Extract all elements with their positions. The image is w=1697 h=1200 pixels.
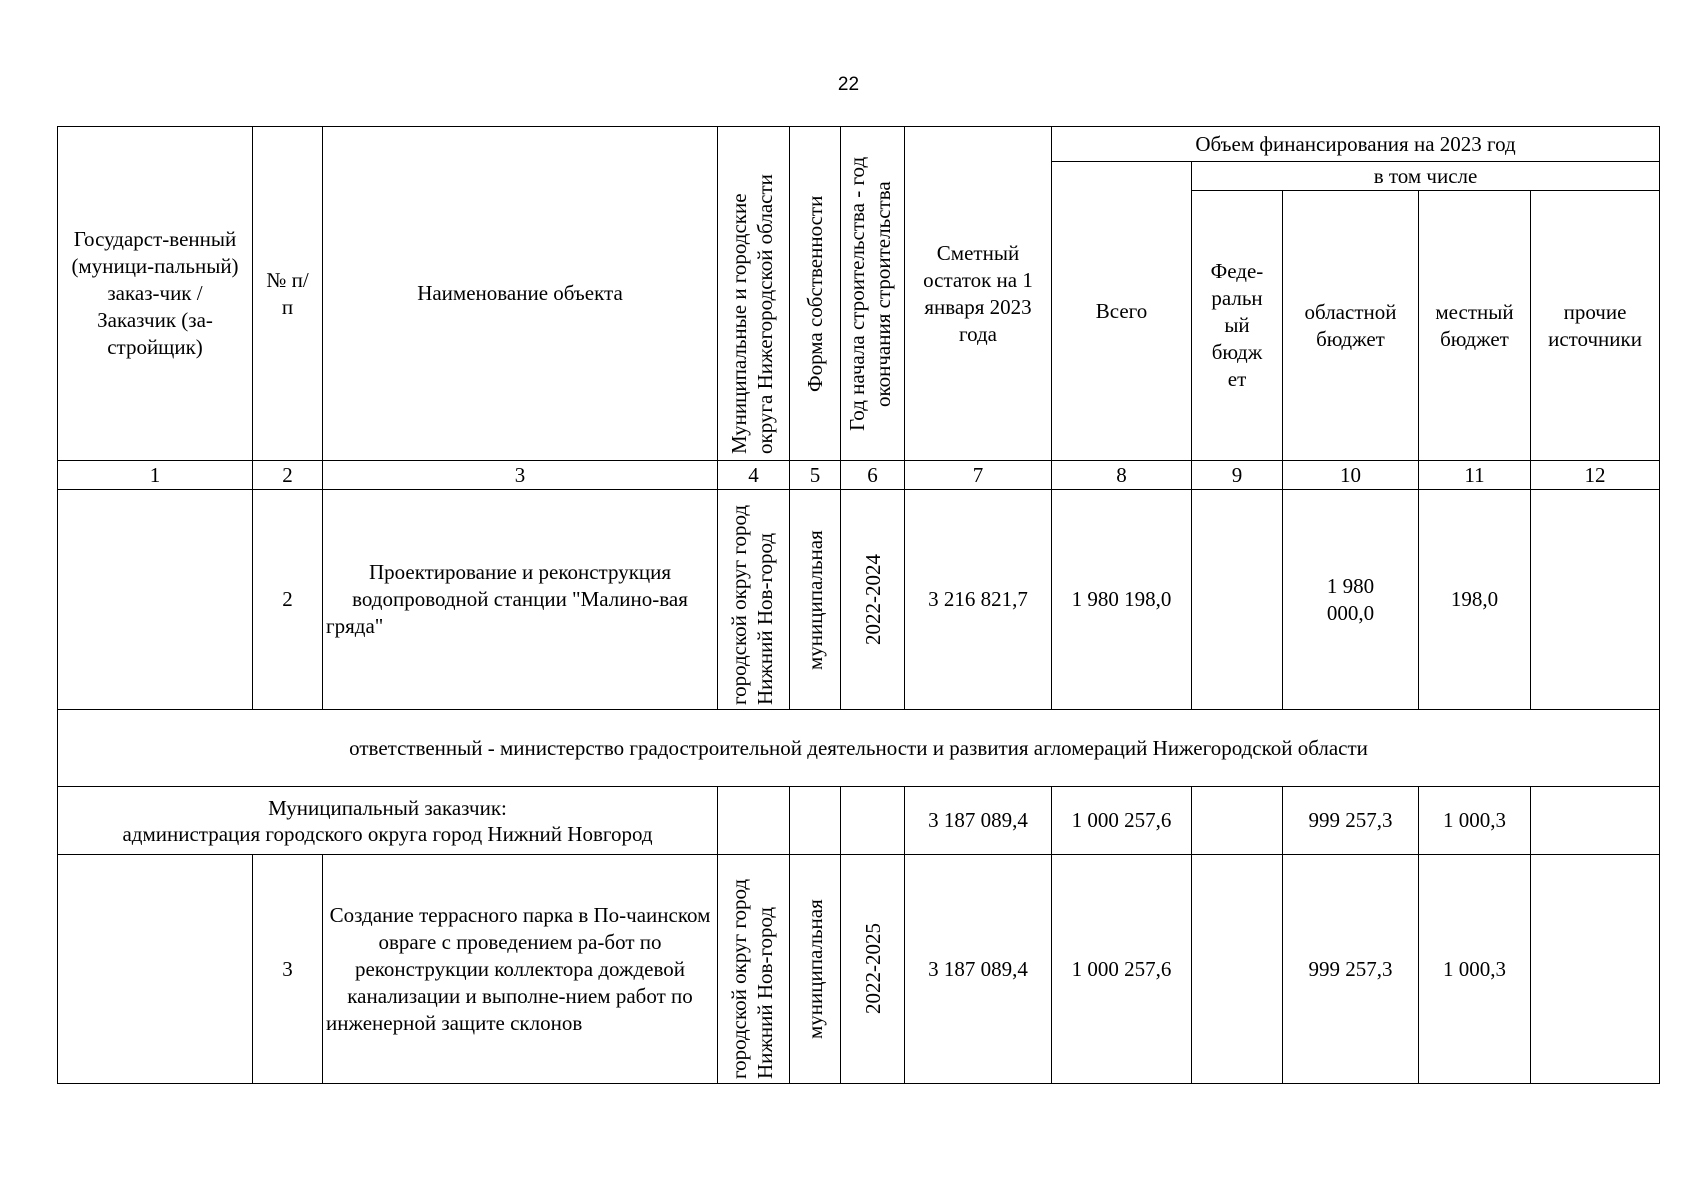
header-municipalities [718, 127, 790, 461]
col-number: 5 [790, 461, 841, 490]
header-customer: Государст-венный (муници-пальный) заказ-чик / Заказчик (за-стройщик) [58, 127, 253, 461]
row3-customer [58, 855, 253, 1084]
row1-local: 198,0 [1419, 490, 1531, 710]
customer-estimate: 3 187 089,4 [905, 787, 1052, 855]
customer-regional: 999 257,3 [1283, 787, 1419, 855]
customer-row [58, 787, 1660, 855]
row3-estimate: 3 187 089,4 [905, 855, 1052, 1084]
row1-total: 1 980 198,0 [1052, 490, 1192, 710]
header-years-text: Год начала строительства - год окончания строительства [845, 156, 895, 431]
col-number: 4 [718, 461, 790, 490]
header-ownership-text: Форма собственности [803, 195, 827, 392]
row3-ownership-text: муниципальная [803, 899, 827, 1039]
row1-municipality-text: городской округ город Нижний Нов-город [726, 504, 777, 705]
col-number: 10 [1283, 461, 1419, 490]
row1-num: 2 [253, 490, 323, 710]
col-number: 3 [323, 461, 718, 490]
customer-other [1531, 787, 1660, 855]
col-number: 2 [253, 461, 323, 490]
header-federal: Феде-ральн ый бюдж ет [1192, 191, 1283, 461]
row3-municipality [718, 855, 790, 1084]
col-number: 11 [1419, 461, 1531, 490]
row1-regional: 1 980 000,0 [1283, 490, 1419, 710]
customer-ownership [790, 787, 841, 855]
row3-other [1531, 855, 1660, 1084]
row3-federal [1192, 855, 1283, 1084]
header-estimate: Сметный остаток на 1 января 2023 года [905, 127, 1052, 461]
row1-federal [1192, 490, 1283, 710]
row3-object-name: Создание террасного парка в По-чаинском овраге с проведением ра-бот по реконструкции коллектора дождевой канализации и выполне-нием работ по инженерной защите склонов [323, 855, 718, 1084]
header-other: прочие источники [1531, 191, 1660, 461]
customer-years [841, 787, 905, 855]
table-row [58, 855, 1660, 1084]
row1-customer [58, 490, 253, 710]
customer-line1: Муниципальный заказчик: [268, 795, 507, 820]
header-total: Всего [1052, 162, 1192, 461]
customer-total: 1 000 257,6 [1052, 787, 1192, 855]
col-number: 8 [1052, 461, 1192, 490]
row1-estimate: 3 216 821,7 [905, 490, 1052, 710]
col-number: 12 [1531, 461, 1660, 490]
customer-line2: администрация городского округа город Нижний Новгород [122, 821, 653, 846]
header-regional: областной бюджет [1283, 191, 1419, 461]
row1-ownership-text: муниципальная [803, 529, 827, 670]
row3-municipality-text: городской округ город Нижний Нов-город [726, 878, 777, 1079]
header-municipalities-text: Муниципальные и городские округа Нижегородской области [726, 173, 777, 454]
row1-object-name: Проектирование и реконструкция водопроводной станции "Малино-вая гряда" [323, 490, 718, 710]
header-row-top [58, 127, 1660, 162]
row3-local: 1 000,3 [1419, 855, 1531, 1084]
col-number: 1 [58, 461, 253, 490]
header-years [841, 127, 905, 461]
header-object-name: Наименование объекта [323, 127, 718, 461]
header-including: в том числе [1192, 162, 1660, 191]
row3-years-text: 2022-2025 [860, 923, 885, 1015]
col-number: 7 [905, 461, 1052, 490]
header-num: № п/п [253, 127, 323, 461]
page-number: 22 [837, 74, 860, 95]
financing-table [57, 126, 1660, 1084]
column-numbers-row [58, 461, 1660, 490]
row1-other [1531, 490, 1660, 710]
row3-total: 1 000 257,6 [1052, 855, 1192, 1084]
row1-years-text: 2022-2024 [860, 554, 885, 645]
row3-regional: 999 257,3 [1283, 855, 1419, 1084]
responsible-text: ответственный - министерство градостроительной деятельности и развития агломераций Нижегородской области [58, 710, 1660, 787]
header-funding-title: Объем финансирования на 2023 год [1052, 127, 1660, 162]
row3-years [841, 855, 905, 1084]
responsible-row [58, 710, 1660, 787]
col-number: 9 [1192, 461, 1283, 490]
customer-local: 1 000,3 [1419, 787, 1531, 855]
header-ownership [790, 127, 841, 461]
customer-cell [58, 787, 718, 855]
row1-ownership [790, 490, 841, 710]
row3-ownership [790, 855, 841, 1084]
col-number: 6 [841, 461, 905, 490]
row1-municipality [718, 490, 790, 710]
customer-federal [1192, 787, 1283, 855]
customer-municipality [718, 787, 790, 855]
row3-num: 3 [253, 855, 323, 1084]
table-row [58, 490, 1660, 710]
header-local: местный бюджет [1419, 191, 1531, 461]
row1-years [841, 490, 905, 710]
